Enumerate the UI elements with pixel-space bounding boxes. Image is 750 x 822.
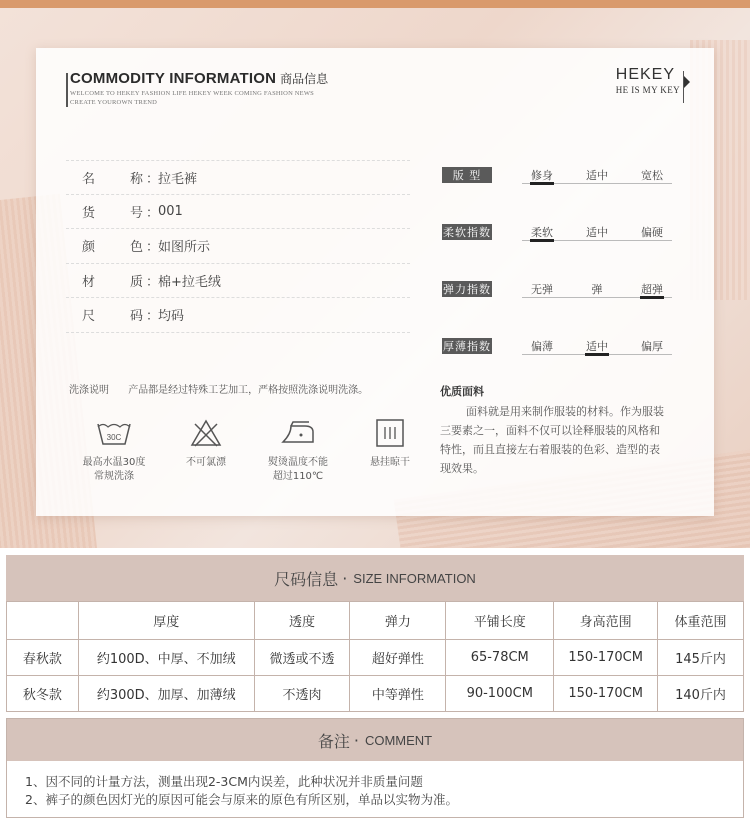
comment-title-cn: 备注 bbox=[317, 731, 350, 751]
wash-item: 不可氯漂 bbox=[160, 418, 252, 484]
size-info-title-en: SIZE INFORMATION bbox=[353, 570, 476, 586]
comment-section bbox=[6, 718, 744, 818]
table-cell: 超好弹性 bbox=[350, 640, 446, 676]
wash-30-icon bbox=[95, 418, 133, 448]
spec-row: 货 号 ： 001 bbox=[66, 195, 410, 230]
rating-option: 弹 bbox=[591, 282, 603, 296]
table-header: 厚度 bbox=[78, 602, 254, 640]
spec-value: 如图所示 bbox=[158, 240, 211, 256]
table-cell: 约300D、加厚、加薄绒 bbox=[78, 676, 254, 712]
table-row bbox=[7, 676, 744, 712]
header-title-en: COMMODITY INFORMATION bbox=[70, 70, 277, 87]
fabric-description: 面料就是用来制作服装的材料。作为服装三要素之一，面料不仅可以诠释服装的风格和特性，而且直接左右着服装的色彩、造型的表现效果。 bbox=[440, 405, 664, 475]
size-info-title-cn: 尺码信息 bbox=[274, 569, 339, 589]
spec-row: 材 质 ： 棉+拉毛绒 bbox=[66, 264, 410, 299]
table-cell: 不透肉 bbox=[254, 676, 350, 712]
size-information bbox=[6, 555, 744, 712]
rating-option: 适中 bbox=[586, 225, 608, 239]
header-title-cn: 商品信息 bbox=[280, 72, 329, 86]
hang-dry-icon bbox=[371, 418, 409, 448]
spec-row: 尺 码 ： 均码 bbox=[66, 298, 410, 333]
brand-tagline: HE IS MY KEY bbox=[615, 85, 680, 95]
comment-line: 1、因不同的计量方法，测量出现2-3CM内误差，此种状况并非质量问题 bbox=[25, 774, 423, 789]
comment-header: 备注 · COMMENT bbox=[7, 719, 743, 761]
header-subtitle: WELCOME TO HEKEY FASHION LIFE HEKEY WEEK COMING FASHION NEWS CREATE YOUROWN TREND bbox=[70, 90, 315, 106]
rating-label: 柔软指数 bbox=[443, 226, 491, 239]
table-cell: 145斤内 bbox=[658, 640, 744, 676]
divider bbox=[66, 73, 68, 107]
spec-value: 001 bbox=[158, 203, 183, 219]
table-cell: 90-100CM bbox=[446, 676, 554, 712]
size-table bbox=[6, 601, 744, 712]
rating-row-elasticity bbox=[442, 280, 672, 298]
fabric-title: 优质面料 bbox=[440, 385, 484, 398]
spec-list bbox=[66, 160, 410, 333]
wash-note: 产品都是经过特殊工艺加工，严格按照洗涤说明洗涤。 bbox=[128, 385, 369, 396]
spec-row: 名 称 ： 拉毛裤 bbox=[66, 160, 410, 195]
wash-instructions-header bbox=[69, 381, 368, 396]
wash-item: 熨烫温度不能 超过110℃ bbox=[252, 418, 344, 484]
rating-label: 厚薄指数 bbox=[443, 340, 491, 353]
rating-option: 无弹 bbox=[531, 282, 553, 296]
svg-text:30C: 30C bbox=[106, 433, 122, 442]
wash-item: 悬挂晾干 bbox=[344, 418, 436, 484]
table-cell: 150-170CM bbox=[554, 676, 658, 712]
rating-option: 适中 bbox=[586, 168, 608, 182]
iron-icon bbox=[279, 418, 317, 448]
rating-label: 弹力指数 bbox=[443, 283, 491, 296]
rating-row-fit bbox=[442, 166, 672, 184]
table-header bbox=[7, 602, 79, 640]
table-header: 弹力 bbox=[350, 602, 446, 640]
table-header-row bbox=[7, 602, 744, 640]
table-cell: 150-170CM bbox=[554, 640, 658, 676]
comment-line: 2、裤子的颜色因灯光的原因可能会与原来的原色有所区别，单品以实物为准。 bbox=[25, 792, 458, 807]
rating-option: 柔软 bbox=[522, 224, 562, 240]
arrow-right-icon bbox=[684, 76, 690, 88]
brand-name: HEKEY bbox=[615, 66, 676, 83]
table-cell: 中等弹性 bbox=[350, 676, 446, 712]
rating-row-softness bbox=[442, 223, 672, 241]
table-row bbox=[7, 640, 744, 676]
rating-option: 适中 bbox=[577, 338, 617, 354]
rating-option: 宽松 bbox=[641, 168, 663, 182]
table-cell: 140斤内 bbox=[658, 676, 744, 712]
comment-body bbox=[7, 761, 743, 809]
comment-title-en: COMMENT bbox=[364, 732, 433, 748]
rating-option: 偏硬 bbox=[641, 225, 663, 239]
wash-item: 30C 最高水温30度 常规洗涤 bbox=[68, 418, 160, 484]
fit-ratings bbox=[442, 166, 672, 394]
rating-label: 版 型 bbox=[442, 167, 492, 183]
spec-value: 拉毛裤 bbox=[158, 171, 198, 187]
table-cell: 春秋款 bbox=[7, 640, 79, 676]
table-cell: 65-78CM bbox=[446, 640, 554, 676]
commodity-info-card bbox=[36, 48, 714, 516]
rating-option: 偏薄 bbox=[531, 339, 553, 353]
table-cell: 秋冬款 bbox=[7, 676, 79, 712]
table-header: 透度 bbox=[254, 602, 350, 640]
commodity-header bbox=[70, 70, 328, 107]
rating-option: 修身 bbox=[522, 167, 562, 183]
size-info-header: 尺码信息 · SIZE INFORMATION bbox=[6, 555, 744, 601]
wash-title: 洗涤说明 bbox=[69, 385, 109, 396]
wash-icons bbox=[68, 418, 436, 484]
rating-option: 超弹 bbox=[632, 281, 672, 297]
spec-row: 颜 色 ： 如图所示 bbox=[66, 229, 410, 264]
no-bleach-icon bbox=[187, 418, 225, 448]
table-header: 体重范围 bbox=[658, 602, 744, 640]
spec-value: 棉+拉毛绒 bbox=[158, 274, 221, 290]
rating-option: 偏厚 bbox=[641, 339, 663, 353]
rating-row-thickness bbox=[442, 337, 672, 355]
spec-value: 均码 bbox=[158, 309, 185, 325]
brand-logo bbox=[616, 66, 680, 95]
table-header: 身高范围 bbox=[554, 602, 658, 640]
top-accent-strip bbox=[0, 0, 750, 8]
table-cell: 约100D、中厚、不加绒 bbox=[78, 640, 254, 676]
table-cell: 微透或不透 bbox=[254, 640, 350, 676]
table-header: 平铺长度 bbox=[446, 602, 554, 640]
